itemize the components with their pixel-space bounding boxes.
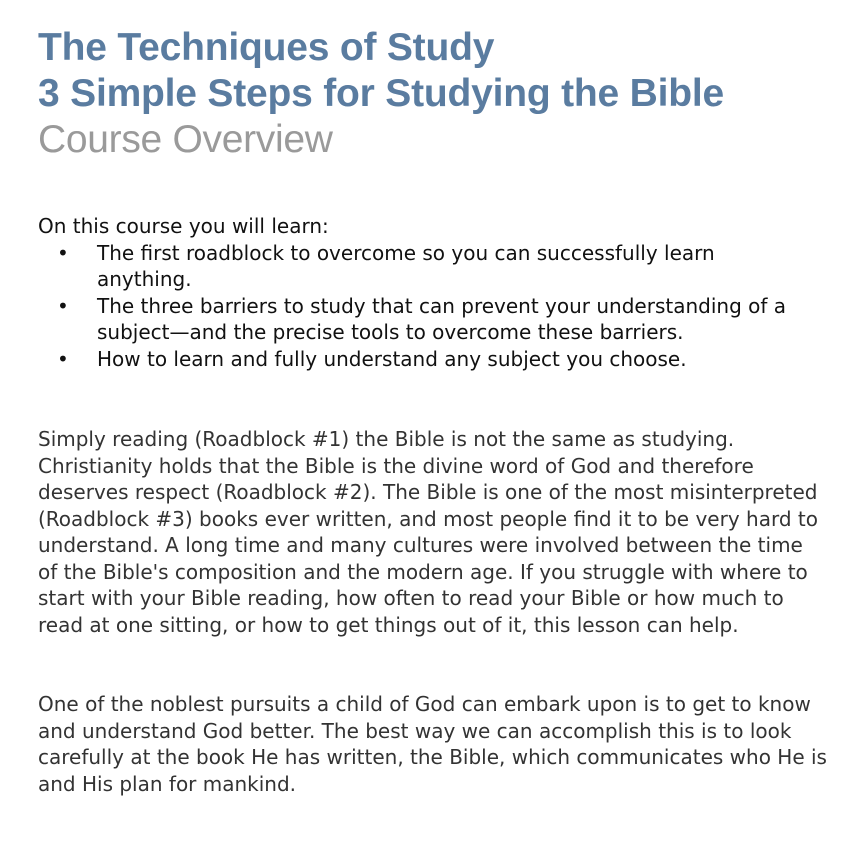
bullet-icon: • (57, 240, 69, 265)
learn-intro: On this course you will learn: (38, 214, 329, 238)
bullet-icon: • (57, 346, 69, 371)
course-title: The Techniques of Study (38, 26, 495, 69)
list-item-text: The three barriers to study that can prevent your understanding of a subject—and the precise tools to overcome these barriers. (97, 293, 787, 344)
course-subtitle-steps: 3 Simple Steps for Studying the Bible (38, 72, 725, 115)
course-overview-page (38, 26, 828, 797)
list-item-text: The first roadblock to overcome so you can successfully learn anything. (97, 240, 715, 291)
body-paragraph-noblest-pursuit: One of the noblest pursuits a child of God can embark upon is to get to know and understand God better. The best way we can accomplish this is to look carefully at the book He has written, the Bible, which communicates who He is and His plan for mankind. (38, 692, 827, 796)
list-item (38, 240, 807, 293)
body-paragraph-roadblocks: Simply reading (Roadblock #1) the Bible is not the same as studying. Christianity holds that the Bible is the divine word of God and therefore deserves respect (Roadblock #2). The Bible is one of the most misinterpreted (Roadblock #3) books ever written, and most people find it to be very hard to understand. A long time and many cultures were involved between the time of the Bible's composition and the modern age. If you struggle with where to start with your Bible reading, how often to read your Bible or how much to read at one sitting, or how to get things out of it, this lesson can help. (38, 427, 818, 637)
list-item (38, 346, 807, 373)
list-item-text: How to learn and fully understand any subject you choose. (97, 346, 687, 371)
bullet-icon: • (57, 293, 69, 318)
list-item (38, 293, 807, 346)
section-heading-course-overview: Course Overview (38, 118, 333, 161)
learning-objectives-list (38, 240, 828, 373)
